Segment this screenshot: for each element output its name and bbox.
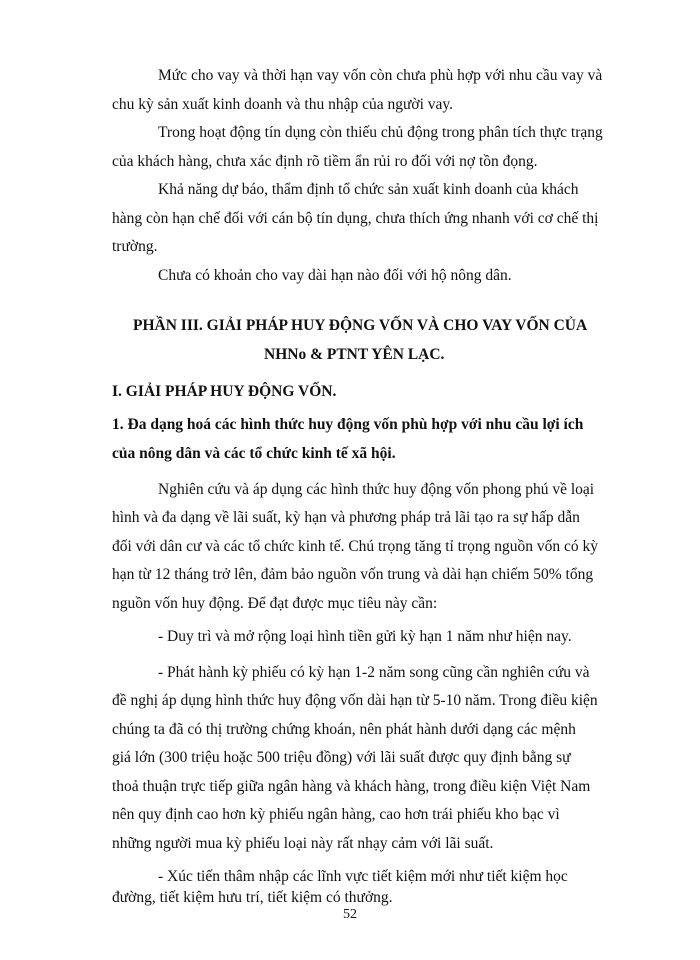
- subsection-heading: 1. Đa dạng hoá các hình thức huy động vốn phù hợp với nhu cầu lợi ích: [112, 416, 584, 433]
- paragraph-line: của khách hàng, chưa xác định rõ tiềm ẩn rủi ro đối với nợ tồn đọng.: [112, 153, 538, 170]
- list-item: - Duy trì và mở rộng loại hình tiền gửi kỳ hạn 1 năm như hiện nay.: [158, 628, 572, 645]
- paragraph-line: Mức cho vay và thời hạn vay vốn còn chưa phù hợp với nhu cầu vay và: [158, 67, 603, 84]
- page-number: 52: [343, 907, 357, 922]
- paragraph-line: hình và đa dạng về lãi suất, kỳ hạn và phương pháp trả lãi tạo ra sự hấp dẫn: [112, 509, 580, 526]
- paragraph-line: chúng ta đã có thị trường chứng khoán, nên phát hành dưới dạng các mệnh: [112, 721, 576, 738]
- section-heading: PHẦN III. GIẢI PHÁP HUY ĐỘNG VỐN VÀ CHO VAY VỐN CỦA: [133, 317, 588, 334]
- section-heading: NHNo & PTNT YÊN LẠC.: [264, 346, 445, 363]
- paragraph-line: chu kỳ sản xuất kinh doanh và thu nhập của người vay.: [112, 96, 454, 113]
- subsection-heading: của nông dân và các tổ chức kinh tế xã hội.: [112, 445, 396, 462]
- paragraph-line: Chưa có khoản cho vay dài hạn nào đối với hộ nông dân.: [158, 267, 512, 284]
- paragraph-line: Khả năng dự báo, thẩm định tổ chức sản xuất kinh doanh của khách: [158, 181, 579, 198]
- paragraph-line: trường.: [112, 238, 158, 255]
- subsection-heading: I. GIẢI PHÁP HUY ĐỘNG VỐN.: [112, 383, 337, 400]
- list-item: - Xúc tiến thâm nhập các lĩnh vực tiết kiệm mới như tiết kiệm học: [158, 868, 568, 885]
- paragraph-line: đối với dân cư và các tổ chức kinh tế. Chú trọng tăng tỉ trọng nguồn vốn có kỳ: [112, 538, 599, 555]
- list-item: - Phát hành kỳ phiếu có kỳ hạn 1-2 năm song cũng cần nghiên cứu và: [158, 664, 590, 681]
- paragraph-line: giá lớn (300 triệu hoặc 500 triệu đồng) với lãi suất được quy định bằng sự: [112, 749, 571, 766]
- paragraph-line: đường, tiết kiệm hưu trí, tiết kiệm có thưởng.: [112, 889, 393, 906]
- paragraph-line: Trong hoạt động tín dụng còn thiếu chủ động trong phân tích thực trạng: [158, 124, 603, 141]
- paragraph-line: hạn từ 12 tháng trở lên, đảm bảo nguồn vốn trung và dài hạn chiếm 50% tổng: [112, 566, 594, 583]
- paragraph-line: nguồn vốn huy động. Để đạt được mục tiêu này cần:: [112, 595, 438, 612]
- paragraph-line: nên quy định cao hơn kỳ phiếu ngân hàng, cao hơn trái phiếu kho bạc vì: [112, 806, 560, 823]
- paragraph-line: những người mua kỳ phiếu loại này rất nhạy cảm với lãi suất.: [112, 835, 494, 852]
- paragraph-line: thoả thuận trực tiếp giữa ngân hàng và khách hàng, trong điều kiện Việt Nam: [112, 778, 591, 795]
- paragraph-line: đề nghị áp dụng hình thức huy động vốn dài hạn từ 5-10 năm. Trong điều kiện: [112, 692, 598, 709]
- paragraph-line: Nghiên cứu và áp dụng các hình thức huy động vốn phong phú về loại: [158, 481, 595, 498]
- paragraph-line: hàng còn hạn chế đối với cán bộ tín dụng, chưa thích ứng nhanh với cơ chế thị: [112, 210, 599, 227]
